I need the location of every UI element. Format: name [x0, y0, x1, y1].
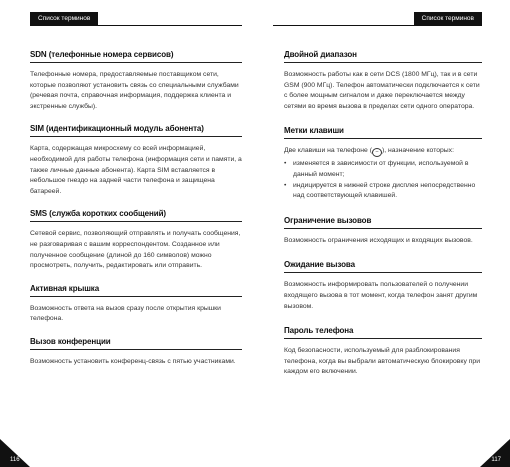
- section-title: Ожидание вызова: [284, 260, 482, 273]
- header-tab-right: Список терминов: [414, 12, 482, 26]
- soft-key-icon: –: [372, 148, 382, 157]
- intro-before-icon: Две клавиши на телефоне (: [284, 147, 372, 155]
- section-active-flip: [30, 284, 242, 325]
- section-text: Возможность работы как в сети DCS (1800 МГц), так и в сети GSM (900 МГц). Телефон автоматически подключается к сети с более мощным сигналом и даже переключается между сетями во время вызова в пределах сети одного оператора.: [284, 71, 480, 110]
- list-item: • изменяется в зависимости от функции, используемой в данный момент;: [284, 159, 482, 180]
- section-text: Код безопасности, используемый для разблокирования телефона, когда вы выбрали автоматическую блокировку при каждом его включении.: [284, 347, 481, 376]
- section-title: Двойной диапазон: [284, 50, 482, 63]
- section-conference-call: [30, 337, 242, 368]
- section-title: Вызов конференции: [30, 337, 242, 350]
- intro-after-icon: ), назначение которых:: [381, 147, 454, 155]
- right-column: [284, 50, 482, 392]
- list-item: • индицируется в нижней строке дисплея непосредственно над соответствующей клавишей.: [284, 181, 482, 202]
- section-sms: [30, 209, 242, 271]
- section-text: Телефонные номера, предоставляемые поставщиком сети, которые позволяют установить связь со специальными службами (речевая почта, справочная информация, поддержка клиента и экстренные службы).: [30, 71, 239, 110]
- page-number-left: 116: [10, 457, 20, 463]
- section-phone-password: [284, 326, 482, 378]
- section-sdn: [30, 50, 242, 112]
- section-title: Ограничение вызовов: [284, 216, 482, 229]
- left-column: [30, 50, 242, 380]
- section-title: SIM (идентификационный модуль абонента): [30, 124, 242, 137]
- section-title: SMS (служба коротких сообщений): [30, 209, 242, 222]
- section-call-barring: [284, 216, 482, 247]
- header-rule-left: [30, 25, 242, 26]
- section-text: Сетевой сервис, позволяющий отправлять и получать сообщения, не разговаривая с вашим корреспондентом. Созданное или полученное сообщение (длиной до 160 символов) можно просмотреть, получить, редактировать или отправить.: [30, 230, 241, 270]
- section-dual-band: [284, 50, 482, 112]
- section-text: Возможность установить конференц-связь с пятью участниками.: [30, 357, 236, 365]
- bullet-list: [284, 159, 482, 201]
- section-call-waiting: [284, 260, 482, 312]
- section-text: Возможность ответа на вызов сразу после открытия крышки телефона.: [30, 304, 221, 323]
- section-soft-keys: [284, 126, 482, 201]
- header-tab-left: Список терминов: [30, 12, 98, 26]
- section-title: Активная крышка: [30, 284, 242, 297]
- section-intro: [284, 146, 482, 157]
- page-number-right: 117: [491, 457, 501, 463]
- header-rule-right: [273, 25, 482, 26]
- section-text: Карта, содержащая микросхему со всей информацией, необходимой для работы телефона (информация сети и памяти, а также личные данные абонента). Карта SIM вставляется в небольшое гнездо на задней части телефона и защищена батареей.: [30, 145, 242, 195]
- section-title: SDN (телефонные номера сервисов): [30, 50, 242, 63]
- section-sim: [30, 124, 242, 197]
- section-title: Пароль телефона: [284, 326, 482, 339]
- section-text: Возможность информировать пользователей о получении входящего вызова в тот момент, когда телефон занят другим вызовом.: [284, 281, 478, 310]
- section-title: Метки клавиши: [284, 126, 482, 139]
- section-text: Возможность ограничения исходящих и входящих вызовов.: [284, 236, 473, 244]
